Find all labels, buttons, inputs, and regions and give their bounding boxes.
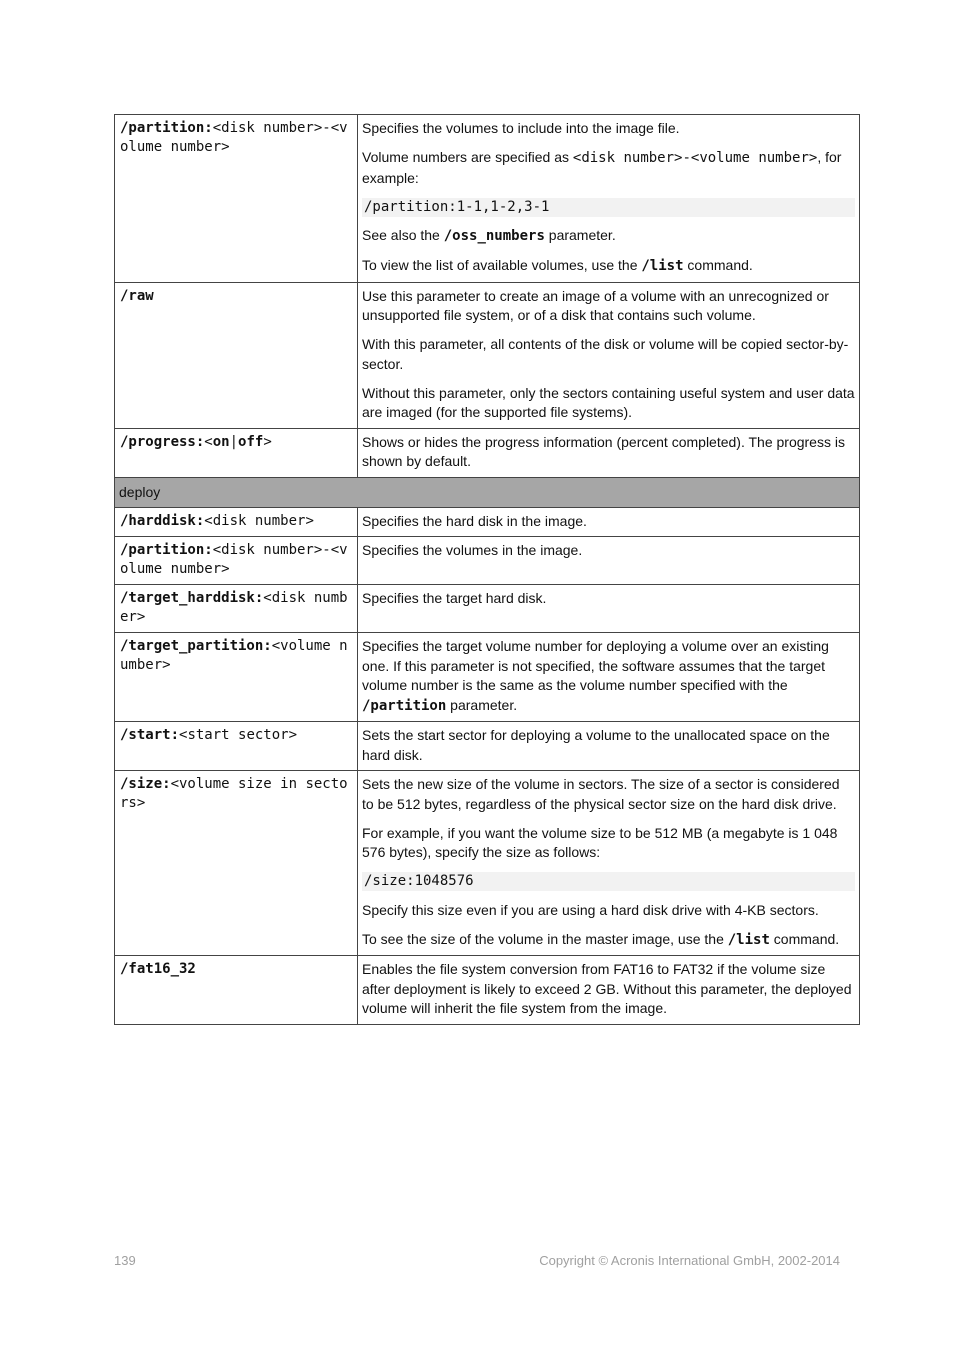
- description-text: Use this parameter to create an image of a volume with an unrecognized or unsupported file system, or of a disk that contains such volume.: [362, 287, 829, 323]
- description-text: Shows or hides the progress information (percent completed). The progress is shown by default.: [362, 433, 845, 469]
- parameter-cell: [115, 507, 358, 537]
- parameter-cell: [115, 428, 358, 477]
- parameter-argument: <disk number>-<volume number>: [120, 120, 348, 155]
- section-header-row: [115, 477, 860, 507]
- text-span: parameter.: [446, 696, 518, 713]
- parameter-cell: [115, 115, 358, 283]
- text-span: Volume numbers are specified as: [362, 149, 573, 165]
- description-text: Specifies the target hard disk.: [362, 590, 547, 606]
- parameter-option-on: on: [212, 433, 230, 450]
- parameter-name: /partition:: [120, 120, 213, 136]
- description-cell: [358, 633, 860, 722]
- table-row: [115, 771, 860, 956]
- description-text: Enables the file system conversion from FAT16 to FAT32 if the volume size after deployment is likely to exceed 2 GB. Without this parameter, the deployed volume will inherit the file system from the image.: [362, 961, 852, 1016]
- description-cell: [358, 537, 860, 585]
- parameter-cell: [115, 771, 358, 956]
- parameter-separator: |: [229, 433, 239, 450]
- parameter-argument: <disk number>: [204, 512, 314, 529]
- text-span: command.: [769, 930, 840, 947]
- copyright-text: Copyright © Acronis International GmbH, 2002-2014: [539, 1253, 840, 1268]
- text-span: To view the list of available volumes, use the: [362, 257, 642, 273]
- parameter-argument: <disk number>: [120, 590, 348, 625]
- description-text: [362, 637, 855, 716]
- description-cell: [358, 115, 860, 283]
- description-text: Sets the start sector for deploying a volume to the unallocated space on the hard disk.: [362, 727, 830, 763]
- page-number: 139: [114, 1253, 136, 1268]
- description-cell: [358, 956, 860, 1025]
- description-text: [362, 226, 855, 247]
- description-cell: [358, 282, 860, 428]
- description-text: Without this parameter, only the sectors containing useful system and user data are imaged (for the supported file systems).: [362, 384, 855, 420]
- parameter-argument: <start sector>: [179, 727, 298, 743]
- description-text: [362, 930, 855, 951]
- inline-code: /partition: [362, 697, 447, 714]
- text-span: To see the size of the volume in the master image, use the: [362, 930, 728, 947]
- parameter-cell: [115, 585, 358, 633]
- parameter-option-off: off: [238, 433, 264, 450]
- description-text: [362, 148, 855, 188]
- table-row: [115, 956, 860, 1025]
- description-text: Specifies the hard disk in the image.: [362, 512, 587, 529]
- parameter-name: /target_harddisk:: [120, 590, 264, 606]
- parameter-argument: >: [263, 433, 272, 450]
- inline-code: /list: [641, 258, 684, 274]
- table-row: [115, 507, 860, 537]
- text-span: See also the: [362, 227, 444, 243]
- table-row: [115, 722, 860, 771]
- table-row: [115, 282, 860, 428]
- parameter-name: /partition:: [120, 542, 213, 558]
- parameter-argument: <volume size in sectors>: [120, 776, 348, 811]
- parameter-name: /raw: [120, 287, 154, 304]
- text-span: Specifies the target volume number for deploying a volume over an existing one. If this parameter is not specified, the software assumes that the target volume number is the same as the volume number specified with the: [362, 638, 829, 693]
- inline-code: /list: [727, 931, 770, 948]
- parameter-name: /fat16_32: [120, 961, 196, 977]
- parameter-cell: [115, 537, 358, 585]
- parameter-cell: [115, 633, 358, 722]
- description-text: Specifies the volumes to include into the image file.: [362, 120, 680, 136]
- parameter-table: [114, 114, 860, 1025]
- parameter-argument: <volume number>: [120, 638, 348, 673]
- description-cell: [358, 722, 860, 771]
- text-span: command.: [683, 257, 753, 273]
- table-row: [115, 537, 860, 585]
- inline-code: <disk number>-<volume number>: [572, 150, 818, 166]
- parameter-cell: [115, 956, 358, 1025]
- description-cell: [358, 507, 860, 537]
- inline-code: /oss_numbers: [443, 228, 545, 244]
- parameter-argument: <disk number>-<volume number>: [120, 542, 348, 577]
- code-example: /size:1048576: [362, 872, 855, 891]
- description-text: [362, 256, 855, 277]
- parameter-cell: [115, 282, 358, 428]
- parameter-name: /target_partition:: [120, 638, 272, 654]
- description-text: Sets the new size of the volume in sectors. The size of a sector is considered to be 512 bytes, regardless of the physical sector size on the hard disk drive.: [362, 776, 840, 812]
- description-cell: [358, 428, 860, 477]
- table-row: [115, 585, 860, 633]
- parameter-name: /progress:: [120, 433, 205, 450]
- description-cell: [358, 771, 860, 956]
- description-text: Specifies the volumes in the image.: [362, 542, 583, 558]
- code-example: /partition:1-1,1-2,3-1: [362, 198, 855, 217]
- description-text: For example, if you want the volume size to be 512 MB (a megabyte is 1 048 576 bytes), specify the size as follows:: [362, 824, 838, 860]
- description-cell: [358, 585, 860, 633]
- text-span: , for example:: [362, 149, 842, 186]
- table-row: [115, 115, 860, 283]
- section-title: deploy: [115, 477, 860, 507]
- text-span: parameter.: [544, 227, 616, 243]
- parameter-name: /size:: [120, 776, 171, 792]
- parameter-argument: <: [204, 433, 213, 450]
- parameter-cell: [115, 722, 358, 771]
- parameter-name: /start:: [120, 727, 180, 743]
- table-row: [115, 633, 860, 722]
- table-row: [115, 428, 860, 477]
- description-text: Specify this size even if you are using a hard disk drive with 4-KB sectors.: [362, 901, 819, 918]
- description-text: With this parameter, all contents of the disk or volume will be copied sector-by-sector.: [362, 336, 849, 372]
- parameter-name: /harddisk:: [120, 512, 205, 529]
